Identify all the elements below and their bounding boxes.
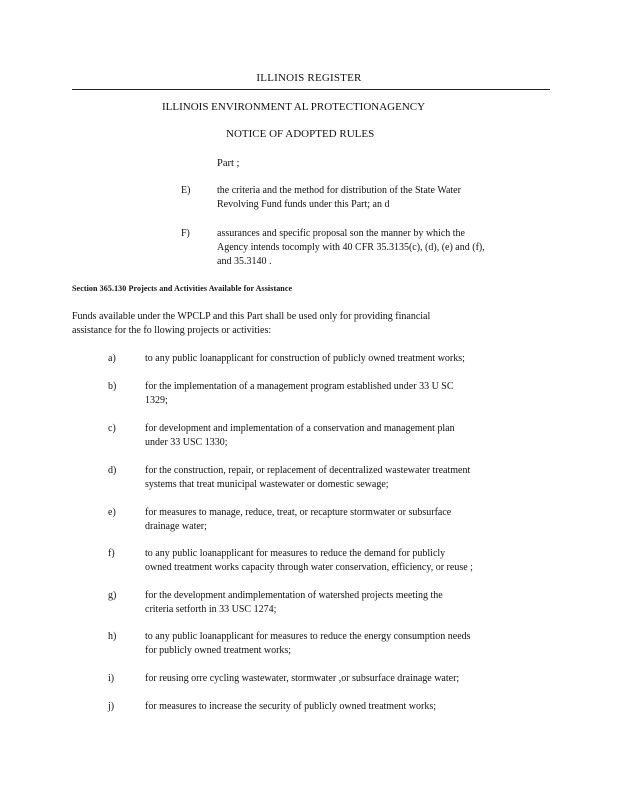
agency-name: ILLINOIS ENVIRONMENT AL PROTECTIONAGENCY <box>162 101 426 113</box>
list-item-line: for measures to increase the security of publicly owned treatment works; <box>145 701 437 712</box>
list-item-line: for the implementation of a management program established under 33 U SC <box>145 381 454 392</box>
upper-item-letter: E) <box>181 185 191 196</box>
list-item-letter: h) <box>108 631 117 642</box>
upper-item-line: assurances and specific proposal son the manner by which the <box>217 228 465 239</box>
list-item-line: under 33 USC 1330; <box>145 437 228 448</box>
list-item-letter: c) <box>108 423 116 434</box>
section-heading: Section 365.130 Projects and Activities Available for Assistance <box>72 284 293 293</box>
upper-item-line: Agency intends tocomply with 40 CFR 35.3135(c), (d), (e) and (f), <box>217 242 485 253</box>
upper-item-letter: F) <box>181 228 190 239</box>
intro-line: assistance for the fo llowing projects or activities: <box>72 325 272 336</box>
list-item-line: 1329; <box>145 395 168 406</box>
part-line: Part ; <box>217 158 240 169</box>
intro-line: Funds available under the WPCLP and this Part shall be used only for providing financial <box>72 311 431 322</box>
notice-title: NOTICE OF ADOPTED RULES <box>226 128 375 140</box>
list-item-line: to any public loanapplicant for measures to reduce the demand for publicly <box>145 548 446 559</box>
list-item-letter: f) <box>108 548 115 559</box>
list-item-line: owned treatment works capacity through water conservation, efficiency, or reuse ; <box>145 562 473 573</box>
list-item-letter: i) <box>108 673 115 684</box>
upper-item-line: the criteria and the method for distribution of the State Water <box>217 185 461 196</box>
list-item-letter: e) <box>108 507 116 518</box>
list-item-line: for reusing orre cycling wastewater, stormwater ,or subsurface drainage water; <box>145 673 460 684</box>
list-item-letter: j) <box>108 701 115 712</box>
upper-item-line: Revolving Fund funds under this Part; an d <box>217 199 390 210</box>
list-item-line: to any public loanapplicant for construction of publicly owned treatment works; <box>145 353 465 364</box>
list-item-letter: b) <box>108 381 117 392</box>
upper-item-line: and 35.3140 . <box>217 256 272 267</box>
list-item-line: for publicly owned treatment works; <box>145 645 292 656</box>
list-item-line: criteria setforth in 33 USC 1274; <box>145 604 277 615</box>
register-title: ILLINOIS REGISTER <box>256 72 362 84</box>
list-item-line: drainage water; <box>145 521 207 532</box>
list-item-letter: a) <box>108 353 116 364</box>
list-item-line: for development and implementation of a conservation and management plan <box>145 423 455 434</box>
list-item-line: to any public loanapplicant for measures to reduce the energy consumption needs <box>145 631 471 642</box>
header-divider <box>72 89 550 90</box>
list-item-line: systems that treat municipal wastewater or domestic sewage; <box>145 479 389 490</box>
list-item-line: for the development andimplementation of watershed projects meeting the <box>145 590 443 601</box>
list-item-line: for measures to manage, reduce, treat, or recapture stormwater or subsurface <box>145 507 452 518</box>
list-item-line: for the construction, repair, or replacement of decentralized wastewater treatment <box>145 465 471 476</box>
list-item-letter: d) <box>108 465 117 476</box>
list-item-letter: g) <box>108 590 117 601</box>
